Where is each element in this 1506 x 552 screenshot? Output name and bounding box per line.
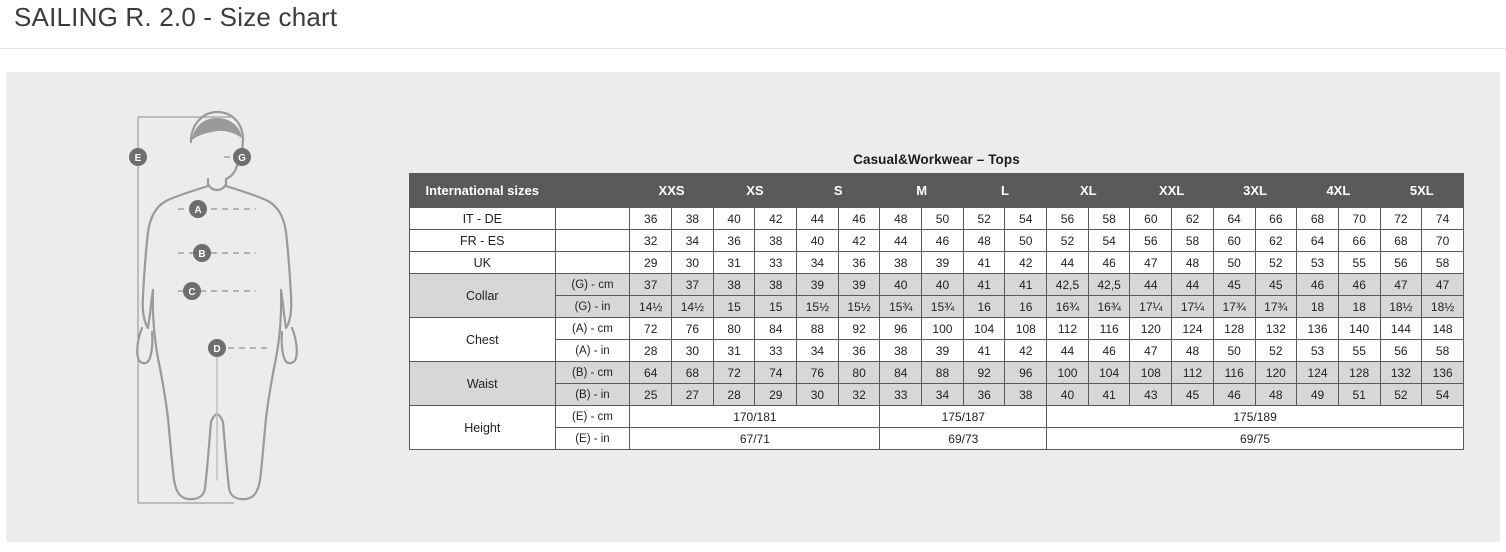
table-row-label: FR - ES [410,230,556,252]
table-cell: 32 [630,230,672,252]
table-cell: 64 [1297,230,1339,252]
table-cell: 80 [838,362,880,384]
table-cell: 42,5 [1088,274,1130,296]
table-row-label: Height [410,406,556,450]
table-cell: 74 [755,362,797,384]
table-cell: 44 [1130,274,1172,296]
table-row [410,406,1464,428]
table-cell: 48 [1172,340,1214,362]
table-cell: 15¾ [922,296,964,318]
table-cell: 108 [1005,318,1047,340]
table-row-unit: (G) - in [555,296,630,318]
table-row-unit: (E) - in [555,428,630,450]
table-cell: 52 [963,208,1005,230]
table-cell: 88 [922,362,964,384]
table-cell: 28 [713,384,755,406]
svg-text:E: E [134,153,142,164]
table-row [410,208,1464,230]
table-header-size-xl: XL [1047,174,1130,208]
table-cell: 15¾ [880,296,922,318]
table-cell: 36 [963,384,1005,406]
table-cell-span: 69/73 [880,428,1047,450]
table-cell: 44 [880,230,922,252]
table-cell: 96 [1005,362,1047,384]
table-cell: 42,5 [1047,274,1089,296]
table-cell: 39 [922,340,964,362]
table-header-international-sizes: International sizes [410,174,556,208]
table-cell: 29 [630,252,672,274]
size-table-container [409,152,1464,450]
table-row-unit: (B) - in [555,384,630,406]
table-row-unit [555,252,630,274]
table-cell: 37 [630,274,672,296]
table-cell: 16¾ [1088,296,1130,318]
page-title: SAILING R. 2.0 - Size chart [14,2,338,32]
table-cell: 52 [1380,384,1422,406]
table-cell: 47 [1380,274,1422,296]
table-cell: 124 [1297,362,1339,384]
table-cell: 51 [1338,384,1380,406]
table-cell: 17¼ [1130,296,1172,318]
table-cell: 15 [755,296,797,318]
table-cell: 140 [1338,318,1380,340]
table-cell: 40 [1047,384,1089,406]
table-cell: 52 [1255,252,1297,274]
table-cell: 64 [630,362,672,384]
table-cell: 16 [963,296,1005,318]
table-cell: 42 [755,208,797,230]
table-row-label: IT - DE [410,208,556,230]
table-cell: 50 [1005,230,1047,252]
table-cell: 56 [1047,208,1089,230]
table-cell: 120 [1255,362,1297,384]
table-cell: 48 [1255,384,1297,406]
table-cell: 68 [672,362,714,384]
table-cell: 33 [755,252,797,274]
table-cell: 42 [1005,340,1047,362]
table-cell: 53 [1297,252,1339,274]
table-cell: 38 [755,230,797,252]
table-cell: 44 [1172,274,1214,296]
table-cell: 96 [880,318,922,340]
table-cell: 40 [922,274,964,296]
table-cell: 32 [838,384,880,406]
table-cell: 38 [713,274,755,296]
table-cell: 55 [1338,340,1380,362]
table-cell: 136 [1297,318,1339,340]
table-cell: 44 [1047,252,1089,274]
table-header-size-4xl: 4XL [1297,174,1380,208]
table-cell: 80 [713,318,755,340]
table-row [410,252,1464,274]
table-cell: 46 [838,208,880,230]
table-row-unit: (E) - cm [555,406,630,428]
table-cell: 56 [1380,340,1422,362]
table-cell: 29 [755,384,797,406]
table-row-unit: (A) - in [555,340,630,362]
table-cell: 41 [963,252,1005,274]
table-cell: 46 [1297,274,1339,296]
table-row-label: Chest [410,318,556,362]
table-cell: 45 [1213,274,1255,296]
table-cell: 17¼ [1172,296,1214,318]
table-cell: 15½ [838,296,880,318]
table-cell: 54 [1088,230,1130,252]
table-cell: 41 [963,274,1005,296]
table-cell: 70 [1338,208,1380,230]
table-cell: 25 [630,384,672,406]
size-chart-table [409,173,1464,450]
table-row [410,230,1464,252]
table-cell: 36 [838,340,880,362]
table-cell: 100 [922,318,964,340]
table-row [410,362,1464,384]
table-cell: 31 [713,252,755,274]
table-cell: 56 [1380,252,1422,274]
table-header-size-xs: XS [713,174,796,208]
table-cell: 48 [963,230,1005,252]
table-cell: 58 [1422,252,1464,274]
table-cell: 116 [1213,362,1255,384]
table-header [410,174,1464,208]
table-cell: 33 [880,384,922,406]
table-cell: 18 [1297,296,1339,318]
table-cell: 84 [755,318,797,340]
table-cell: 42 [838,230,880,252]
table-cell: 50 [1213,252,1255,274]
table-cell: 53 [1297,340,1339,362]
table-cell: 92 [838,318,880,340]
table-cell: 47 [1422,274,1464,296]
table-cell: 54 [1005,208,1047,230]
table-cell: 124 [1172,318,1214,340]
table-cell: 28 [630,340,672,362]
table-cell: 34 [922,384,964,406]
table-cell: 17¾ [1255,296,1297,318]
table-cell: 144 [1380,318,1422,340]
table-cell: 112 [1047,318,1089,340]
table-cell: 62 [1172,208,1214,230]
table-header-size-l: L [963,174,1046,208]
table-row [410,296,1464,318]
table-cell-span: 175/187 [880,406,1047,428]
table-row-unit [555,230,630,252]
table-cell: 50 [1213,340,1255,362]
svg-text:G: G [238,153,246,164]
table-cell: 39 [838,274,880,296]
table-cell: 92 [963,362,1005,384]
table-cell: 64 [1213,208,1255,230]
table-cell: 100 [1047,362,1089,384]
table-cell: 46 [1213,384,1255,406]
table-row [410,274,1464,296]
table-cell: 50 [922,208,964,230]
table-cell: 47 [1130,340,1172,362]
table-cell: 42 [1005,252,1047,274]
header-divider [0,48,1506,49]
table-cell: 33 [755,340,797,362]
table-cell: 55 [1338,252,1380,274]
table-cell: 14½ [630,296,672,318]
table-cell: 68 [1380,230,1422,252]
table-cell: 16¾ [1047,296,1089,318]
table-cell: 31 [713,340,755,362]
table-cell: 46 [1088,340,1130,362]
table-cell: 45 [1255,274,1297,296]
table-row-label: Collar [410,274,556,318]
table-header-size-xxl: XXL [1130,174,1213,208]
table-cell: 46 [922,230,964,252]
table-header-unit [555,174,630,208]
table-cell: 34 [672,230,714,252]
table-cell: 54 [1422,384,1464,406]
table-row-unit: (B) - cm [555,362,630,384]
table-cell-span: 175/189 [1047,406,1464,428]
table-cell: 128 [1338,362,1380,384]
table-cell: 88 [797,318,839,340]
table-cell: 34 [797,340,839,362]
table-cell: 41 [1088,384,1130,406]
table-cell: 36 [630,208,672,230]
table-row-label: Waist [410,362,556,406]
table-cell: 148 [1422,318,1464,340]
svg-text:D: D [213,344,221,355]
table-cell: 15 [713,296,755,318]
table-cell: 30 [797,384,839,406]
table-body [410,208,1464,450]
table-cell-span: 69/75 [1047,428,1464,450]
table-cell: 37 [672,274,714,296]
table-cell: 38 [1005,384,1047,406]
table-cell: 46 [1338,274,1380,296]
table-cell: 41 [963,340,1005,362]
table-cell: 47 [1130,252,1172,274]
table-cell: 66 [1338,230,1380,252]
table-cell: 136 [1422,362,1464,384]
table-cell: 14½ [672,296,714,318]
table-cell: 52 [1047,230,1089,252]
table-cell: 58 [1088,208,1130,230]
table-cell: 40 [797,230,839,252]
table-header-size-5xl: 5XL [1380,174,1463,208]
table-cell: 60 [1213,230,1255,252]
table-row-unit: (G) - cm [555,274,630,296]
table-cell: 40 [880,274,922,296]
table-cell: 16 [1005,296,1047,318]
table-row-unit: (A) - cm [555,318,630,340]
table-cell: 60 [1130,208,1172,230]
table-cell: 18½ [1422,296,1464,318]
table-cell: 108 [1130,362,1172,384]
table-cell: 132 [1380,362,1422,384]
table-cell: 38 [672,208,714,230]
table-cell: 38 [755,274,797,296]
table-cell: 30 [672,252,714,274]
table-header-size-3xl: 3XL [1213,174,1296,208]
table-cell: 36 [713,230,755,252]
table-cell-span: 170/181 [630,406,880,428]
table-cell: 132 [1255,318,1297,340]
table-cell: 72 [1380,208,1422,230]
size-chart-panel [6,72,1500,542]
table-header-size-s: S [797,174,880,208]
table-cell: 70 [1422,230,1464,252]
table-cell: 36 [838,252,880,274]
table-cell: 76 [672,318,714,340]
table-cell: 41 [1005,274,1047,296]
table-cell: 18 [1338,296,1380,318]
table-cell: 27 [672,384,714,406]
table-row [410,428,1464,450]
svg-text:B: B [198,249,206,260]
table-cell: 34 [797,252,839,274]
table-cell: 30 [672,340,714,362]
table-cell: 44 [797,208,839,230]
table-header-size-xxs: XXS [630,174,713,208]
table-cell: 38 [880,252,922,274]
table-row-label: UK [410,252,556,274]
table-header-size-m: M [880,174,963,208]
table-cell: 56 [1130,230,1172,252]
table-cell: 74 [1422,208,1464,230]
table-cell: 66 [1255,208,1297,230]
table-cell: 48 [1172,252,1214,274]
table-header-row [410,174,1464,208]
table-row-unit [555,208,630,230]
table-cell: 17¾ [1213,296,1255,318]
table-cell: 58 [1422,340,1464,362]
body-measurement-figure [116,100,376,520]
table-row [410,340,1464,362]
table-cell: 39 [797,274,839,296]
table-cell: 40 [713,208,755,230]
svg-text:C: C [188,287,196,298]
table-cell: 43 [1130,384,1172,406]
table-cell: 18½ [1380,296,1422,318]
table-cell: 58 [1172,230,1214,252]
table-cell: 48 [880,208,922,230]
table-cell: 49 [1297,384,1339,406]
table-row [410,384,1464,406]
table-cell: 84 [880,362,922,384]
table-cell: 72 [630,318,672,340]
table-cell: 128 [1213,318,1255,340]
table-cell: 38 [880,340,922,362]
svg-text:A: A [194,205,202,216]
table-cell: 116 [1088,318,1130,340]
table-cell: 120 [1130,318,1172,340]
table-cell: 52 [1255,340,1297,362]
table-cell: 15½ [797,296,839,318]
table-cell: 104 [963,318,1005,340]
table-cell: 46 [1088,252,1130,274]
table-cell: 112 [1172,362,1214,384]
table-row [410,318,1464,340]
table-cell: 39 [922,252,964,274]
table-caption: Casual&Workwear – Tops [853,152,1020,167]
table-cell: 44 [1047,340,1089,362]
table-cell: 45 [1172,384,1214,406]
table-cell: 62 [1255,230,1297,252]
table-cell-span: 67/71 [630,428,880,450]
table-cell: 76 [797,362,839,384]
table-cell: 104 [1088,362,1130,384]
table-cell: 72 [713,362,755,384]
table-cell: 68 [1297,208,1339,230]
